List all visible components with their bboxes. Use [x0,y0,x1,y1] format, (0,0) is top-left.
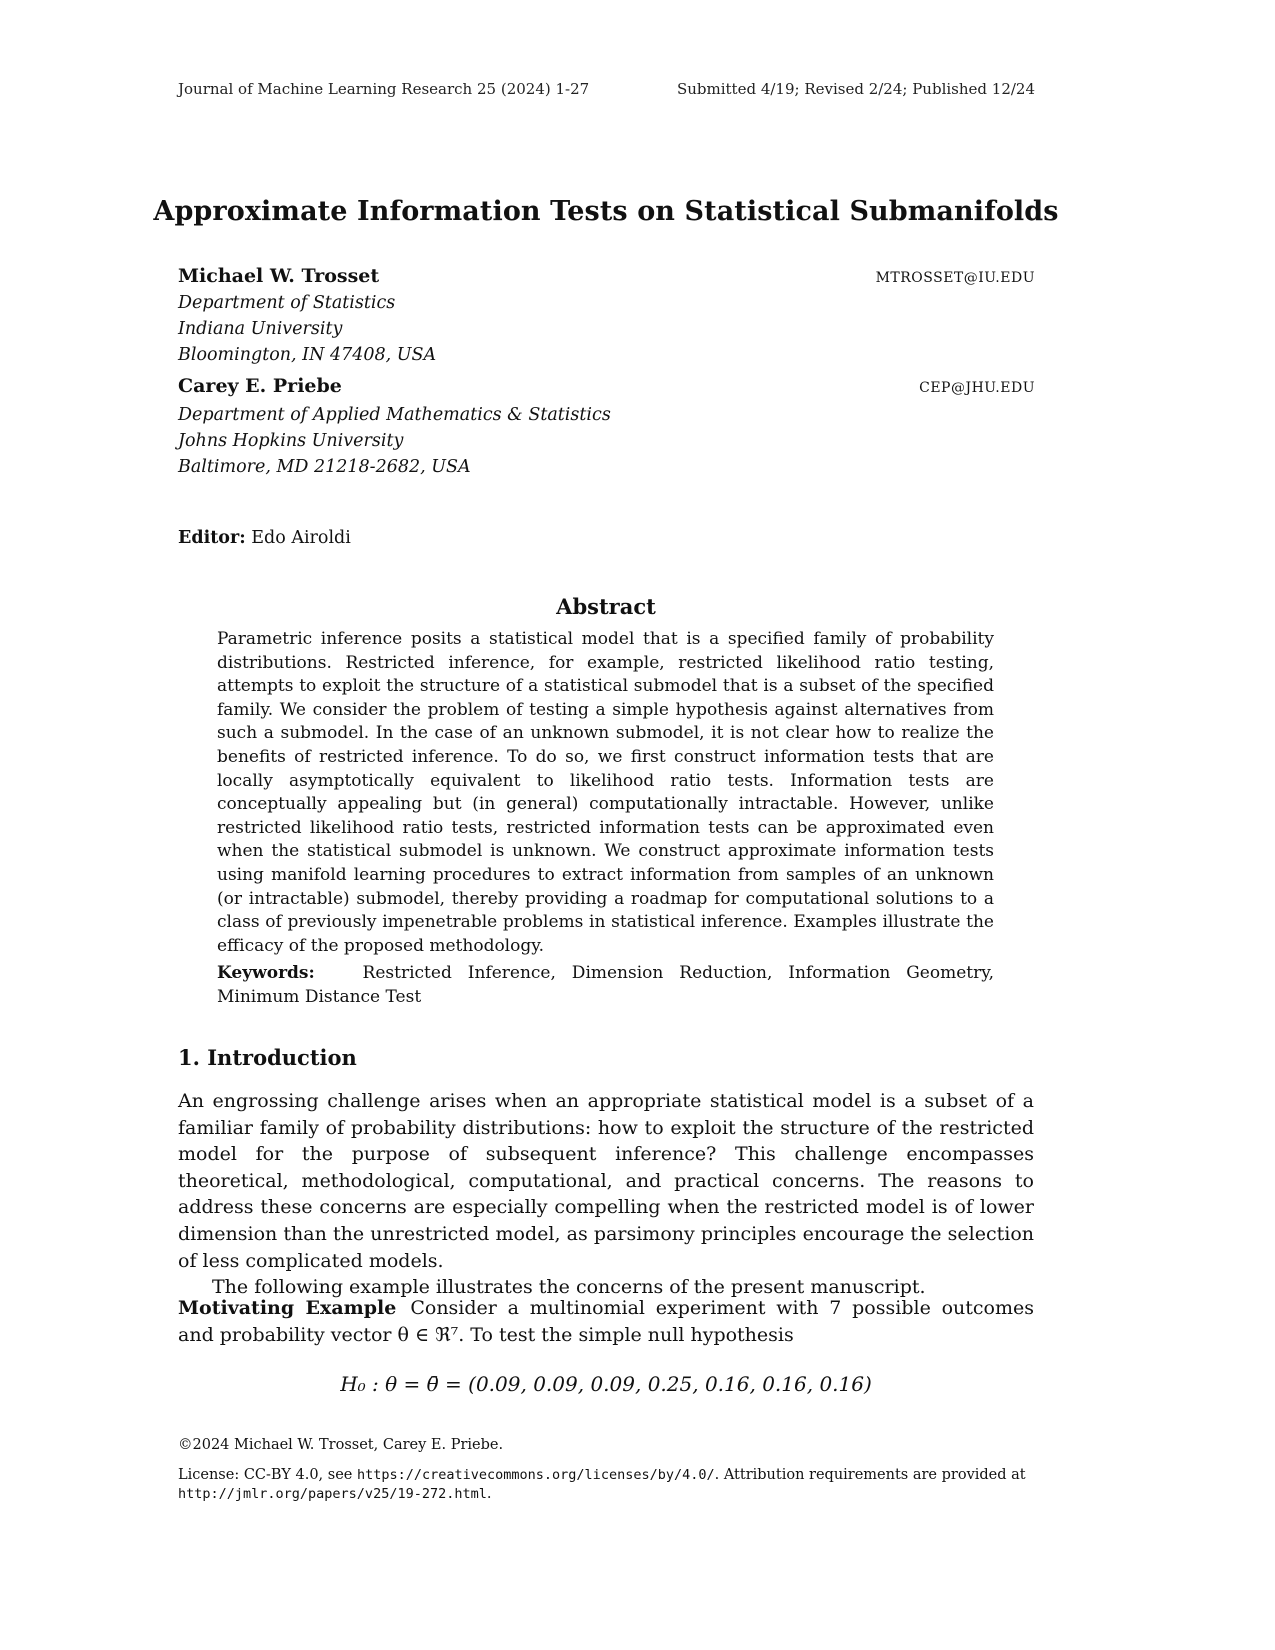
affiliation-line: Department of Applied Mathematics & Statistics [178,405,611,425]
license-end: . [486,1486,492,1502]
author-name: Carey E. Priebe [178,375,342,397]
license-link[interactable]: https://creativecommons.org/licenses/by/4.0/ [356,1467,715,1483]
section-heading: 1. Introduction [178,1045,357,1070]
author-email: MTROSSET@IU.EDU [875,270,1035,286]
editor-line [178,528,351,548]
abstract-heading: Abstract [556,594,656,619]
affiliation-line: Bloomington, IN 47408, USA [178,345,437,365]
affiliation-line: Indiana University [178,319,343,339]
editor-name: Edo Airoldi [251,528,351,548]
submission-dates: Submitted 4/19; Revised 2/24; Published 12/24 [676,80,1035,98]
author-affiliation [178,402,611,480]
intro-paragraph: The following example illustrates the concerns of the present manuscript. [212,1276,926,1299]
affiliation-line: Department of Statistics [178,293,396,313]
keywords [217,962,994,1009]
motivating-example [178,1295,1034,1348]
license-mid: . Attribution requirements are provided at [714,1467,1026,1483]
intro-body [178,1088,1034,1301]
copyright-notice: ©2024 Michael W. Trosset, Carey E. Priebe. [178,1437,504,1453]
editor-label: Editor: [178,528,246,548]
author-email: CEP@JHU.EDU [919,380,1035,396]
keywords-label: Keywords: [217,963,315,983]
abstract-text: Parametric inference posits a statistical model that is a specified family of probability distributions. Restricted inference, for example, restricted likelihood ratio testing, attempts to exploit the structure of a statistical submodel that is a subset of the specified family. We consider the problem of testing a simple hypothesis against alternatives from such a submodel. In the case of an unknown submodel, it is not clear how to realize the benefits of restricted inference. To do so, we first construct information tests that are locally asymptotically equivalent to likelihood ratio tests. Information tests are conceptually appealing but (in general) computationally intractable. However, unlike restricted likelihood ratio tests, restricted information tests can be approximated even when the statistical submodel is unknown. We construct approximate information tests using manifold learning procedures to extract information from samples of an unknown (or intractable) submodel, thereby providing a roadmap for computational solutions to a class of previously impenetrable problems in statistical inference. Examples illustrate the efficacy of the proposed methodology. [217,629,994,956]
motivating-label: Motivating Example [178,1297,397,1319]
affiliation-line: Johns Hopkins University [178,431,404,451]
null-hypothesis-equation: H₀ : θ = θ̄ = (0.09, 0.09, 0.09, 0.25, 0.16, 0.16, 0.16) [340,1372,872,1396]
intro-paragraph: An engrossing challenge arises when an appropriate statistical model is a subset of a familiar family of probability distributions: how to exploit the structure of the restricted model for the purpose of subsequent inference? This challenge encompasses theoretical, methodological, computational, and practical concerns. The reasons to address these concerns are especially compelling when the restricted model is of lower dimension than the unrestricted model, as parsimony principles encourage the selection of less complicated models. [178,1090,1034,1272]
license-notice [178,1466,1038,1504]
affiliation-line: Baltimore, MD 21218-2682, USA [178,457,471,477]
author-name: Michael W. Trosset [178,265,380,287]
motivating-text: Consider a multinomial experiment with 7 possible outcomes and probability vector θ ∈ ℜ⁷. To test the simple null hypothesis [178,1297,1035,1346]
paper-link[interactable]: http://jmlr.org/papers/v25/19-272.html [178,1486,487,1502]
keywords-list: Restricted Inference, Dimension Reduction, Information Geometry, Minimum Distance Test [217,963,994,1007]
author-affiliation [178,290,436,368]
paper-title: Approximate Information Tests on Statistical Submanifolds [153,196,1059,227]
journal-header: Journal of Machine Learning Research 25 (2024) 1-27 [178,80,590,98]
license-prefix: License: CC-BY 4.0, see [178,1467,357,1483]
